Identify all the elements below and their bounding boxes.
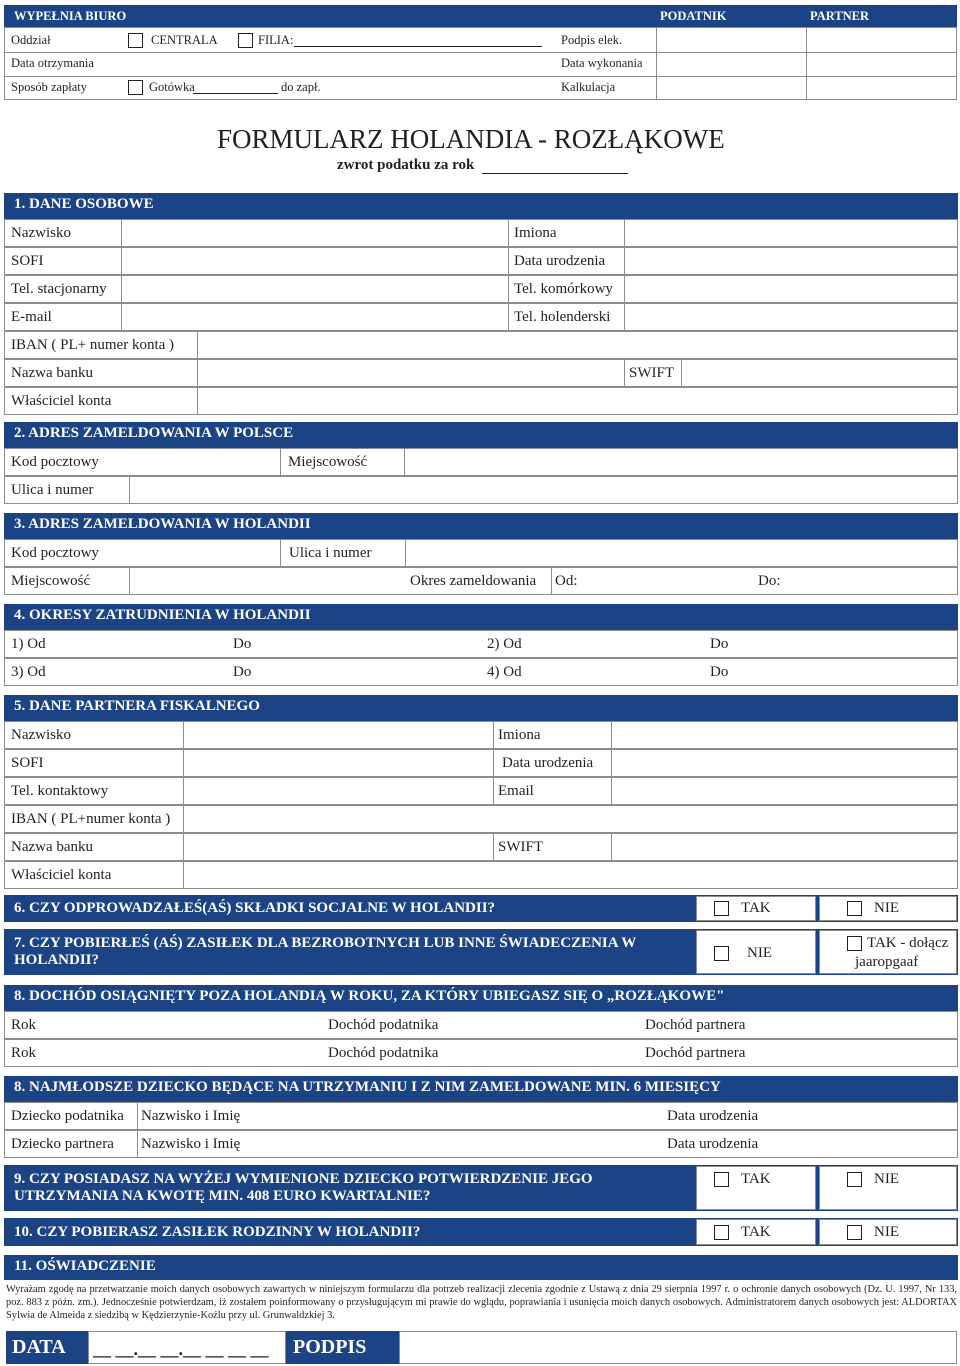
s5-data-urodzenia-label: Data urodzenia bbox=[502, 755, 594, 771]
centrala-checkbox[interactable] bbox=[128, 33, 143, 48]
s3-miejscowosc-label: Miejscowość bbox=[11, 573, 91, 589]
s8a-row-1 bbox=[4, 1011, 958, 1039]
s3-ulica-label: Ulica i numer bbox=[289, 545, 372, 561]
filia-line[interactable] bbox=[294, 46, 542, 47]
s1-row-bank bbox=[4, 359, 958, 387]
s5-row-tel bbox=[4, 777, 958, 805]
tel-holenderski-label: Tel. holenderski bbox=[514, 309, 611, 325]
okres4-od-label: 4) Od bbox=[487, 664, 522, 680]
kalkulacja-label: Kalkulacja bbox=[561, 80, 616, 94]
page-subtitle: zwrot podatku za rok bbox=[337, 157, 475, 173]
iban-label: IBAN ( PL+ numer konta ) bbox=[11, 337, 175, 353]
dziecko-data-urodzenia-label-1: Data urodzenia bbox=[667, 1108, 759, 1124]
s4-row-2 bbox=[4, 658, 958, 686]
q7-tak-label-line2: jaaropgaaf bbox=[855, 954, 919, 970]
dochod-partnera-label-1: Dochód partnera bbox=[645, 1017, 746, 1033]
office-podatnik-label: PODATNIK bbox=[660, 9, 727, 23]
data-otrzymania-label: Data otrzymania bbox=[11, 56, 94, 70]
dziecko-podatnika-label: Dziecko podatnika bbox=[11, 1108, 124, 1124]
gotowka-checkbox[interactable] bbox=[128, 80, 143, 95]
s5-row-sofi bbox=[4, 749, 958, 777]
s5-iban-label: IBAN ( PL+numer konta ) bbox=[11, 811, 171, 827]
wlasciciel-label: Właściciel konta bbox=[11, 393, 112, 409]
year-field[interactable] bbox=[482, 173, 628, 174]
s5-nazwisko-label: Nazwisko bbox=[11, 727, 71, 743]
okres3-od-label: 3) Od bbox=[11, 664, 46, 680]
s3-kod-label: Kod pocztowy bbox=[11, 545, 99, 561]
office-partner-label: PARTNER bbox=[810, 9, 870, 23]
s5-swift-label: SWIFT bbox=[498, 839, 543, 855]
q6-tak-label: TAK bbox=[741, 900, 771, 916]
q9-text: 9. CZY POSIADASZ NA WYŻEJ WYMIENIONE DZIECKO POTWIERDZENIE JEGO UTRZYMANIA NA KWOTĘ MIN. 408 EURO KWARTALNIE? bbox=[14, 1171, 593, 1205]
s1-row-wlasciciel bbox=[4, 387, 958, 415]
okres1-od-label: 1) Od bbox=[11, 636, 46, 652]
s1-row-email bbox=[4, 303, 958, 331]
sofi-label: SOFI bbox=[11, 253, 44, 269]
okres2-od-label: 2) Od bbox=[487, 636, 522, 652]
sposob-zaplaty-label: Sposób zapłaty bbox=[11, 80, 88, 94]
imiona-label: Imiona bbox=[514, 225, 557, 241]
section1-header: 1. DANE OSOBOWE bbox=[4, 193, 958, 219]
dochod-podatnika-label-2: Dochód podatnika bbox=[328, 1045, 439, 1061]
s5-tel-label: Tel. kontaktowy bbox=[11, 783, 109, 799]
okres2-do-label: Do bbox=[710, 636, 729, 652]
data-wykonania-label: Data wykonania bbox=[561, 56, 643, 70]
s3-row-kod bbox=[4, 539, 958, 567]
signature-field[interactable] bbox=[399, 1331, 957, 1364]
okres-label: Okres zameldowania bbox=[410, 573, 537, 589]
date-placeholder: __ __.__ __.__ __ __ __ bbox=[93, 1339, 269, 1359]
s1-row-sofi bbox=[4, 247, 958, 275]
s8a-row-2 bbox=[4, 1039, 958, 1067]
tel-stacjonarny-label: Tel. stacjonarny bbox=[11, 281, 107, 297]
q10-tak-checkbox[interactable] bbox=[714, 1225, 729, 1240]
dziecko-partnera-label: Dziecko partnera bbox=[11, 1136, 114, 1152]
s5-nazwa-banku-label: Nazwa banku bbox=[11, 839, 94, 855]
podpis-elek-label: Podpis elek. bbox=[561, 33, 623, 47]
email-label: E-mail bbox=[11, 309, 52, 325]
s2-miejscowosc-label: Miejscowość bbox=[288, 454, 368, 470]
section11-header: 11. OŚWIADCZENIE bbox=[4, 1255, 958, 1280]
q9-nie-checkbox[interactable] bbox=[847, 1172, 862, 1187]
q9-tak-label: TAK bbox=[741, 1171, 771, 1187]
rok-label-2: Rok bbox=[11, 1045, 37, 1061]
section4-header: 4. OKRESY ZATRUDNIENIA W HOLANDII bbox=[4, 604, 958, 630]
s2-ulica-label: Ulica i numer bbox=[11, 482, 94, 498]
nazwisko-imie-label-1: Nazwisko i Imię bbox=[141, 1108, 241, 1124]
rok-label-1: Rok bbox=[11, 1017, 37, 1033]
s5-row-nazwisko bbox=[4, 721, 958, 749]
q9-nie-label: NIE bbox=[874, 1171, 899, 1187]
nazwa-banku-label: Nazwa banku bbox=[11, 365, 94, 381]
podpis-label: PODPIS bbox=[293, 1336, 367, 1358]
filia-checkbox[interactable] bbox=[238, 33, 253, 48]
q6-tak-checkbox[interactable] bbox=[714, 901, 729, 916]
s5-sofi-label: SOFI bbox=[11, 755, 44, 771]
oswiadczenie-text: Wyrażam zgodę na przetwarzanie moich danych osobowych zawartych w niniejszym formularzu dla potrzeb realizacji zlecenia zgodnie z Ustawą z dnia 29 sierpnia 1997 r. o ochronie danych osobowych (Dz. U. 1997, Nr 133, poz. 883 z późn. zm.). Jednocześnie potwierdzam, iż zostałem poinformowany o przysługującym mi prawie do wglądu, poprawiania i usunięcia moich danych osobowych. Administratorem danych osobowych jest: ALDORTAX Sylwia de Almeida z siedzibą w Kędzierzynie-Koźlu przy ul. Grunwaldzkiej 3. bbox=[6, 1284, 957, 1321]
data-label: DATA bbox=[12, 1336, 66, 1358]
tel-komorkowy-label: Tel. komórkowy bbox=[514, 281, 613, 297]
gotowka-line[interactable] bbox=[193, 93, 278, 94]
filia-label: FILIA: bbox=[258, 33, 294, 47]
nazwisko-imie-label-2: Nazwisko i Imię bbox=[141, 1136, 241, 1152]
s5-email-label: Email bbox=[498, 783, 534, 799]
s5-row-wlasciciel bbox=[4, 861, 958, 889]
q9-tak-checkbox[interactable] bbox=[714, 1172, 729, 1187]
s1-row-nazwisko bbox=[4, 219, 958, 247]
data-urodzenia-label: Data urodzenia bbox=[514, 253, 606, 269]
q10-nie-label: NIE bbox=[874, 1224, 899, 1240]
okres4-do-label: Do bbox=[710, 664, 729, 680]
q7-tak-label: TAK - dołącz bbox=[867, 935, 949, 951]
section5-header: 5. DANE PARTNERA FISKALNEGO bbox=[4, 695, 958, 721]
s4-row-1 bbox=[4, 630, 958, 658]
okres1-do-label: Do bbox=[233, 636, 252, 652]
office-header: WYPEŁNIA BIURO bbox=[14, 8, 127, 23]
q7-nie-checkbox[interactable] bbox=[714, 946, 729, 961]
q10-tak-label: TAK bbox=[741, 1224, 771, 1240]
q6-nie-checkbox[interactable] bbox=[847, 901, 862, 916]
page-title: FORMULARZ HOLANDIA - ROZŁĄKOWE bbox=[217, 124, 725, 154]
s1-row-tel bbox=[4, 275, 958, 303]
section8a-header: 8. DOCHÓD OSIĄGNIĘTY POZA HOLANDIĄ W ROKU, ZA KTÓRY UBIEGASZ SIĘ O „ROZŁĄKOWE" bbox=[4, 985, 958, 1011]
office-grid bbox=[4, 27, 957, 100]
s2-kod-label: Kod pocztowy bbox=[11, 454, 99, 470]
s5-wlasciciel-label: Właściciel konta bbox=[11, 867, 112, 883]
q7-tak-checkbox[interactable] bbox=[847, 936, 862, 951]
dziecko-data-urodzenia-label-2: Data urodzenia bbox=[667, 1136, 759, 1152]
s5-row-bank bbox=[4, 833, 958, 861]
dochod-podatnika-label-1: Dochód podatnika bbox=[328, 1017, 439, 1033]
q7-nie-label: NIE bbox=[747, 945, 772, 961]
s5-imiona-label: Imiona bbox=[498, 727, 541, 743]
q6-nie-label: NIE bbox=[874, 900, 899, 916]
dochod-partnera-label-2: Dochód partnera bbox=[645, 1045, 746, 1061]
date-field[interactable] bbox=[88, 1331, 286, 1364]
okres-do-label: Do: bbox=[758, 573, 781, 589]
gotowka-label: Gotówka bbox=[149, 80, 195, 94]
section3-header: 3. ADRES ZAMELDOWANIA W HOLANDII bbox=[4, 513, 958, 539]
section2-header: 2. ADRES ZAMELDOWANIA W POLSCE bbox=[4, 422, 958, 448]
do-zapl-label: do zapł. bbox=[281, 80, 321, 94]
swift-label: SWIFT bbox=[629, 365, 674, 381]
nazwisko-label: Nazwisko bbox=[11, 225, 71, 241]
centrala-label: CENTRALA bbox=[151, 33, 218, 47]
s2-row-kod bbox=[4, 448, 958, 476]
q10-text: 10. CZY POBIERASZ ZASIŁEK RODZINNY W HOLANDII? bbox=[14, 1224, 421, 1240]
oddzial-label: Oddział bbox=[11, 33, 51, 47]
section8b-header: 8. NAJMŁODSZE DZIECKO BĘDĄCE NA UTRZYMANIU I Z NIM ZAMELDOWANE MIN. 6 MIESIĘCY bbox=[4, 1076, 958, 1102]
okres3-do-label: Do bbox=[233, 664, 252, 680]
q7-text: 7. CZY POBIERŁEŚ (AŚ) ZASIŁEK DLA BEZROBOTNYCH LUB INNE ŚWIADECZENIA W HOLANDII? bbox=[14, 935, 636, 969]
s2-row-ulica bbox=[4, 476, 958, 504]
q10-nie-checkbox[interactable] bbox=[847, 1225, 862, 1240]
q6-text: 6. CZY ODPROWADZAŁEŚ(AŚ) SKŁADKI SOCJALNE W HOLANDII? bbox=[14, 900, 496, 916]
okres-od-label: Od: bbox=[555, 573, 578, 589]
